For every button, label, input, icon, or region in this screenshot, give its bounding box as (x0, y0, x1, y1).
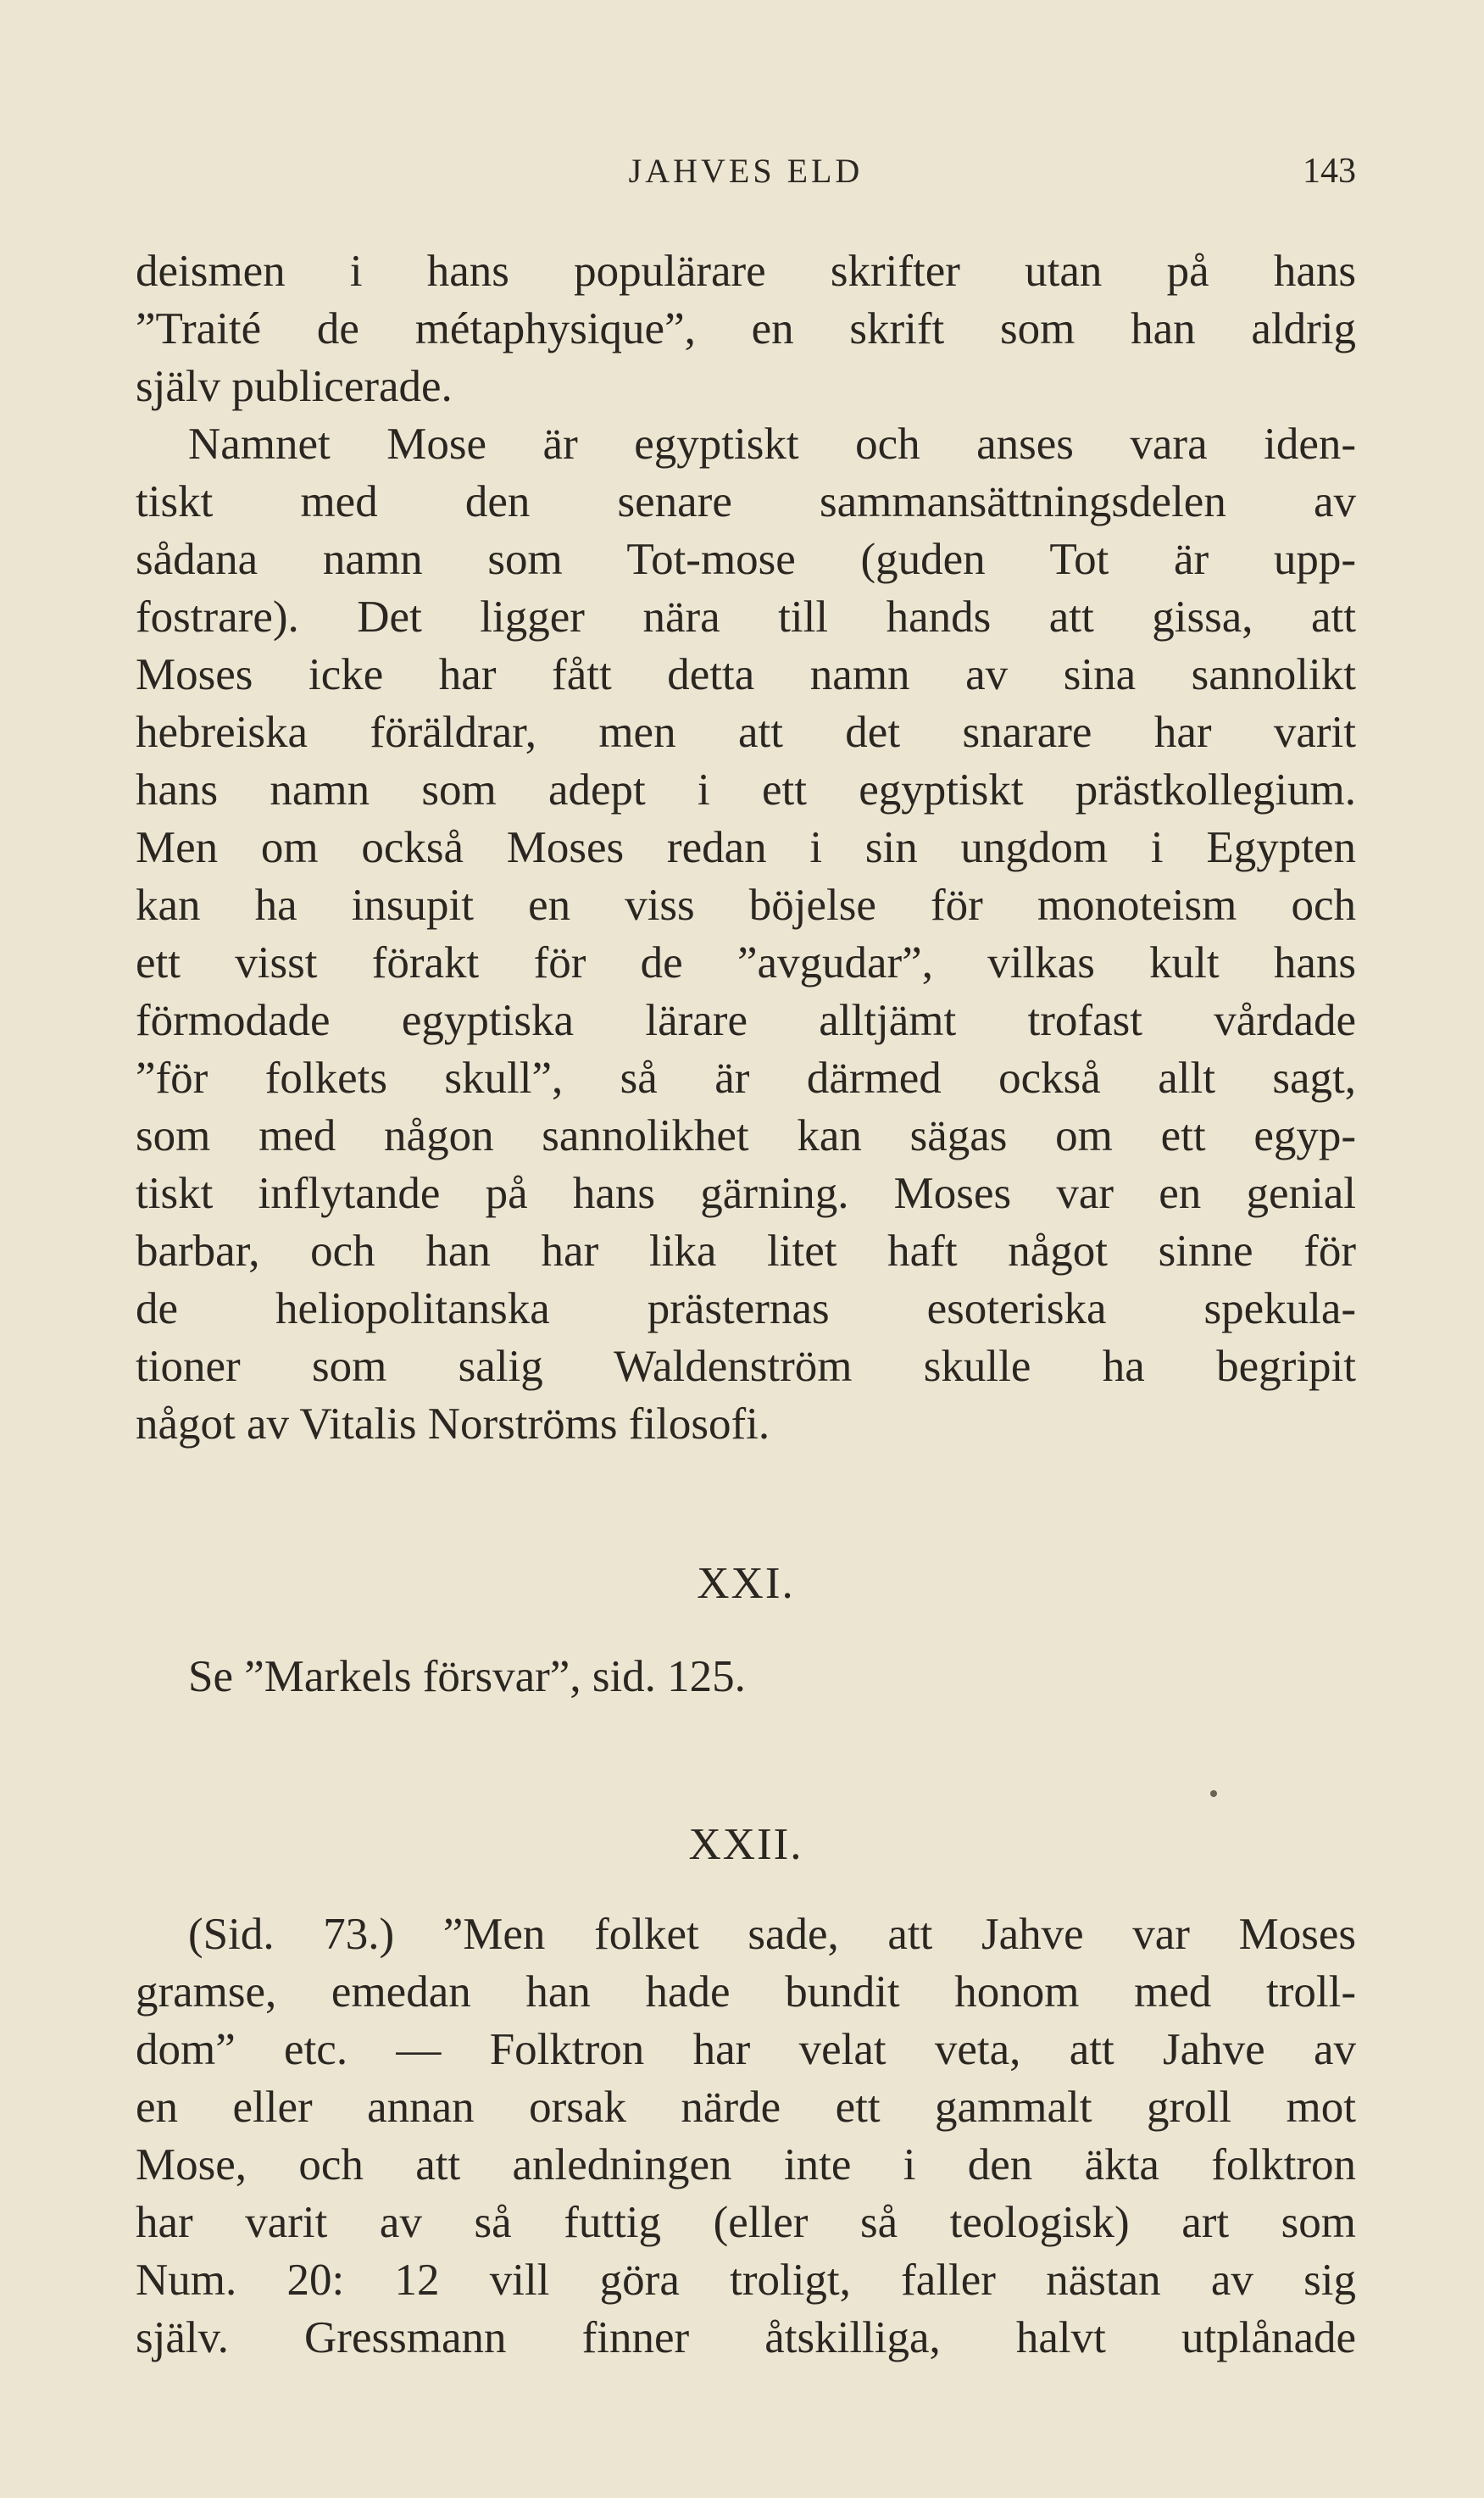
ink-speck (1210, 1790, 1217, 1797)
paragraph-body (136, 242, 1356, 1453)
text-line: Moses icke har fått detta namn av sina sannolikt (136, 650, 1356, 699)
text-line: tioner som salig Waldenström skulle ha begripit (136, 1342, 1356, 1391)
text-line: har varit av så futtig (eller så teologisk) art som (136, 2198, 1356, 2247)
text-line: Num. 20: 12 vill göra troligt, faller nästan av sig (136, 2256, 1356, 2305)
text-line: (Sid. 73.) ”Men folket sade, att Jahve var Moses (188, 1910, 1356, 1959)
page-header (136, 151, 1356, 202)
section-xxi-text: Se ”Markels försvar”, sid. 125. (188, 1652, 746, 1701)
text-line: förmodade egyptiska lärare alltjämt trofast vårdade (136, 996, 1356, 1045)
section-heading-xxi: XXI. (697, 1559, 795, 1608)
text-line: gramse, emedan han hade bundit honom med troll- (136, 1967, 1356, 2017)
text-line: själv publicerade. (136, 362, 453, 411)
page-number: 143 (1303, 152, 1356, 191)
text-line: Mose, och att anledningen inte i den äkta folktron (136, 2140, 1356, 2189)
text-line: något av Vitalis Norströms filosofi. (136, 1399, 770, 1449)
text-line: tiskt inflytande på hans gärning. Moses var en genial (136, 1169, 1356, 1218)
text-line: kan ha insupit en viss böjelse för monoteism och (136, 881, 1356, 930)
text-line: själv. Gressmann finner åtskilliga, halvt utplånade (136, 2313, 1356, 2362)
text-line: deismen i hans populärare skrifter utan på hans (136, 247, 1356, 296)
text-line: barbar, och han har lika litet haft något sinne för (136, 1227, 1356, 1276)
text-line: ett visst förakt för de ”avgudar”, vilkas kult hans (136, 938, 1356, 988)
section-heading-xxii: XXII. (688, 1820, 803, 1869)
text-line: ”Traité de métaphysique”, en skrift som han aldrig (136, 304, 1356, 353)
text-line: som med någon sannolikhet kan sägas om ett egyp- (136, 1111, 1356, 1160)
text-line: Namnet Mose är egyptiskt och anses vara iden- (188, 420, 1356, 469)
text-line: hebreiska föräldrar, men att det snarare har varit (136, 708, 1356, 757)
text-line: ”för folkets skull”, så är därmed också allt sagt, (136, 1054, 1356, 1103)
text-line: en eller annan orsak närde ett gammalt groll mot (136, 2083, 1356, 2132)
section-xxii-body (136, 1905, 1356, 2367)
text-line: Men om också Moses redan i sin ungdom i Egypten (136, 823, 1356, 872)
text-line: hans namn som adept i ett egyptiskt prästkollegium. (136, 765, 1356, 815)
text-line: dom” etc. — Folktron har velat veta, att Jahve av (136, 2025, 1356, 2074)
text-line: de heliopolitanska prästernas esoteriska spekula- (136, 1284, 1356, 1333)
text-line: fostrare). Det ligger nära till hands att gissa, att (136, 593, 1356, 642)
text-line: tiskt med den senare sammansättningsdelen av (136, 477, 1356, 526)
text-line: sådana namn som Tot-mose (guden Tot är upp- (136, 535, 1356, 584)
running-title: JAHVES ELD (628, 152, 864, 190)
